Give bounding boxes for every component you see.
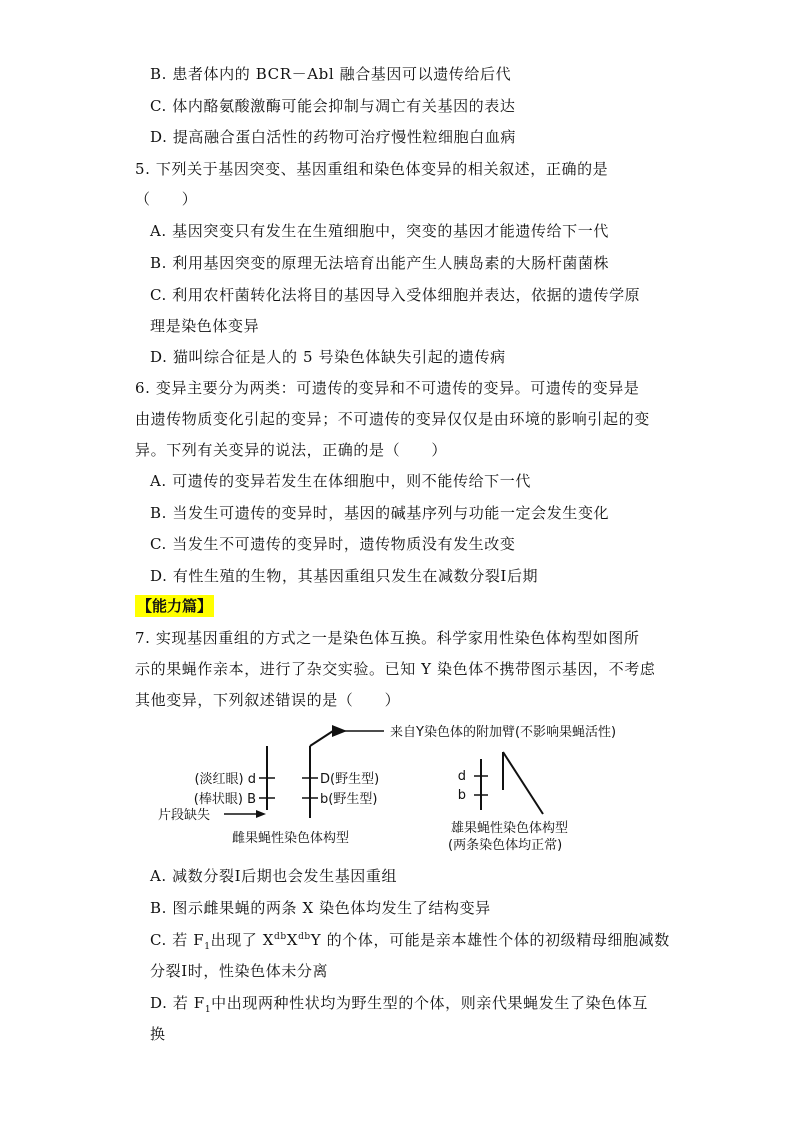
q6-stem-3: 异。下列有关变异的说法，正确的是（ ） — [135, 441, 448, 459]
q7-option-c — [150, 930, 670, 950]
q7c-f1-subscript: 1 — [204, 942, 211, 952]
q7c-superscript-2: db — [298, 932, 311, 942]
label-wild-b: b(野生型) — [320, 792, 378, 807]
q7c-text-4: Y 的个体，可能是亲本雄性个体的初级精母细胞减数 — [310, 931, 670, 949]
q4-option-d: D. 提高融合蛋白活性的药物可治疗慢性粒细胞白血病 — [150, 128, 517, 146]
q6-stem-2: 由遗传物质变化引起的变异；不可遗传的变异仅仅是由环境的影响引起的变 — [135, 410, 650, 428]
y-attached-arm — [310, 731, 333, 746]
label-male-d: d — [457, 769, 466, 784]
q6-option-c: C. 当发生不可遗传的变异时，遗传物质没有发生改变 — [150, 535, 516, 553]
q7c-text-3: X — [286, 931, 299, 949]
label-arm-note: 来自Y染色体的附加臂(不影响果蝇活性) — [390, 725, 617, 740]
q7-stem-2: 示的果蝇作亲本，进行了杂交实验。已知 Y 染色体不携带图示基因，不考虑 — [135, 660, 656, 678]
q6-option-a: A. 可遗传的变异若发生在体细胞中，则不能传给下一代 — [150, 472, 531, 490]
q7-option-d — [150, 993, 648, 1013]
q5-option-b: B. 利用基因突变的原理无法培育出能产生人胰岛素的大肠杆菌菌株 — [150, 254, 610, 272]
q7-stem-1: 7. 实现基因重组的方式之一是染色体互换。科学家用性染色体构型如图所 — [135, 629, 640, 647]
q7d-text-2: 中出现两种性状均为野生型的个体，则亲代果蝇发生了染色体互 — [211, 994, 648, 1012]
q7c-text-1: C. 若 F — [150, 931, 205, 949]
label-light-red-eye: (淡红眼) d — [194, 772, 256, 787]
q7-option-a: A. 减数分裂Ⅰ后期也会发生基因重组 — [150, 867, 398, 885]
q4-option-b: B. 患者体内的 BCR－Abl 融合基因可以遗传给后代 — [150, 65, 512, 83]
male-y-arm — [503, 752, 543, 814]
q4-option-c: C. 体内酪氨酸激酶可能会抑制与凋亡有关基因的表达 — [150, 97, 516, 115]
label-wild-D: D(野生型) — [320, 772, 380, 787]
q7c-text-2: 出现了 X — [210, 931, 275, 949]
label-male-config: 雄果蝇性染色体构型 — [451, 821, 569, 836]
q6-option-b: B. 当发生可遗传的变异时，基因的碱基序列与功能一定会发生变化 — [150, 504, 610, 522]
q5-stem: 5. 下列关于基因突变、基因重组和染色体变异的相关叙述，正确的是 — [135, 160, 609, 178]
section-heading-ability: 【能力篇】 — [137, 597, 213, 615]
q7d-text-1: D. 若 F — [150, 994, 205, 1012]
label-male-b: b — [457, 788, 466, 803]
q7-option-c-cont: 分裂Ⅰ时，性染色体未分离 — [150, 962, 329, 980]
q5-option-c-cont: 理是染色体变异 — [150, 317, 260, 335]
q5-option-d: D. 猫叫综合征是人的 5 号染色体缺失引起的遗传病 — [150, 348, 506, 366]
q6-stem-1: 6. 变异主要分为两类：可遗传的变异和不可遗传的变异。可遗传的变异是 — [135, 379, 640, 397]
q7d-f1-subscript: 1 — [204, 1005, 212, 1015]
q7-stem-3: 其他变异，下列叙述错误的是（ ） — [135, 691, 401, 709]
q7c-superscript-1: db — [274, 932, 287, 942]
label-female-config: 雌果蝇性染色体构型 — [232, 831, 350, 846]
q7-option-d-cont: 换 — [150, 1025, 166, 1043]
q7-option-b: B. 图示雌果蝇的两条 X 染色体均发生了结构变异 — [150, 899, 491, 917]
q6-option-d: D. 有性生殖的生物，其基因重组只发生在减数分裂Ⅰ后期 — [150, 567, 539, 585]
label-deletion: 片段缺失 — [158, 808, 211, 823]
label-male-normal: (两条染色体均正常) — [448, 838, 563, 853]
q5-option-a: A. 基因突变只有发生在生殖细胞中，突变的基因才能遗传给下一代 — [150, 222, 609, 240]
q5-answer-blank: （ ） — [135, 190, 198, 208]
label-bar-eye: (棒状眼) B — [193, 792, 256, 807]
q5-option-c: C. 利用农杆菌转化法将目的基因导入受体细胞并表达，依据的遗传学原 — [150, 286, 641, 304]
chromosome-figure — [140, 718, 660, 858]
